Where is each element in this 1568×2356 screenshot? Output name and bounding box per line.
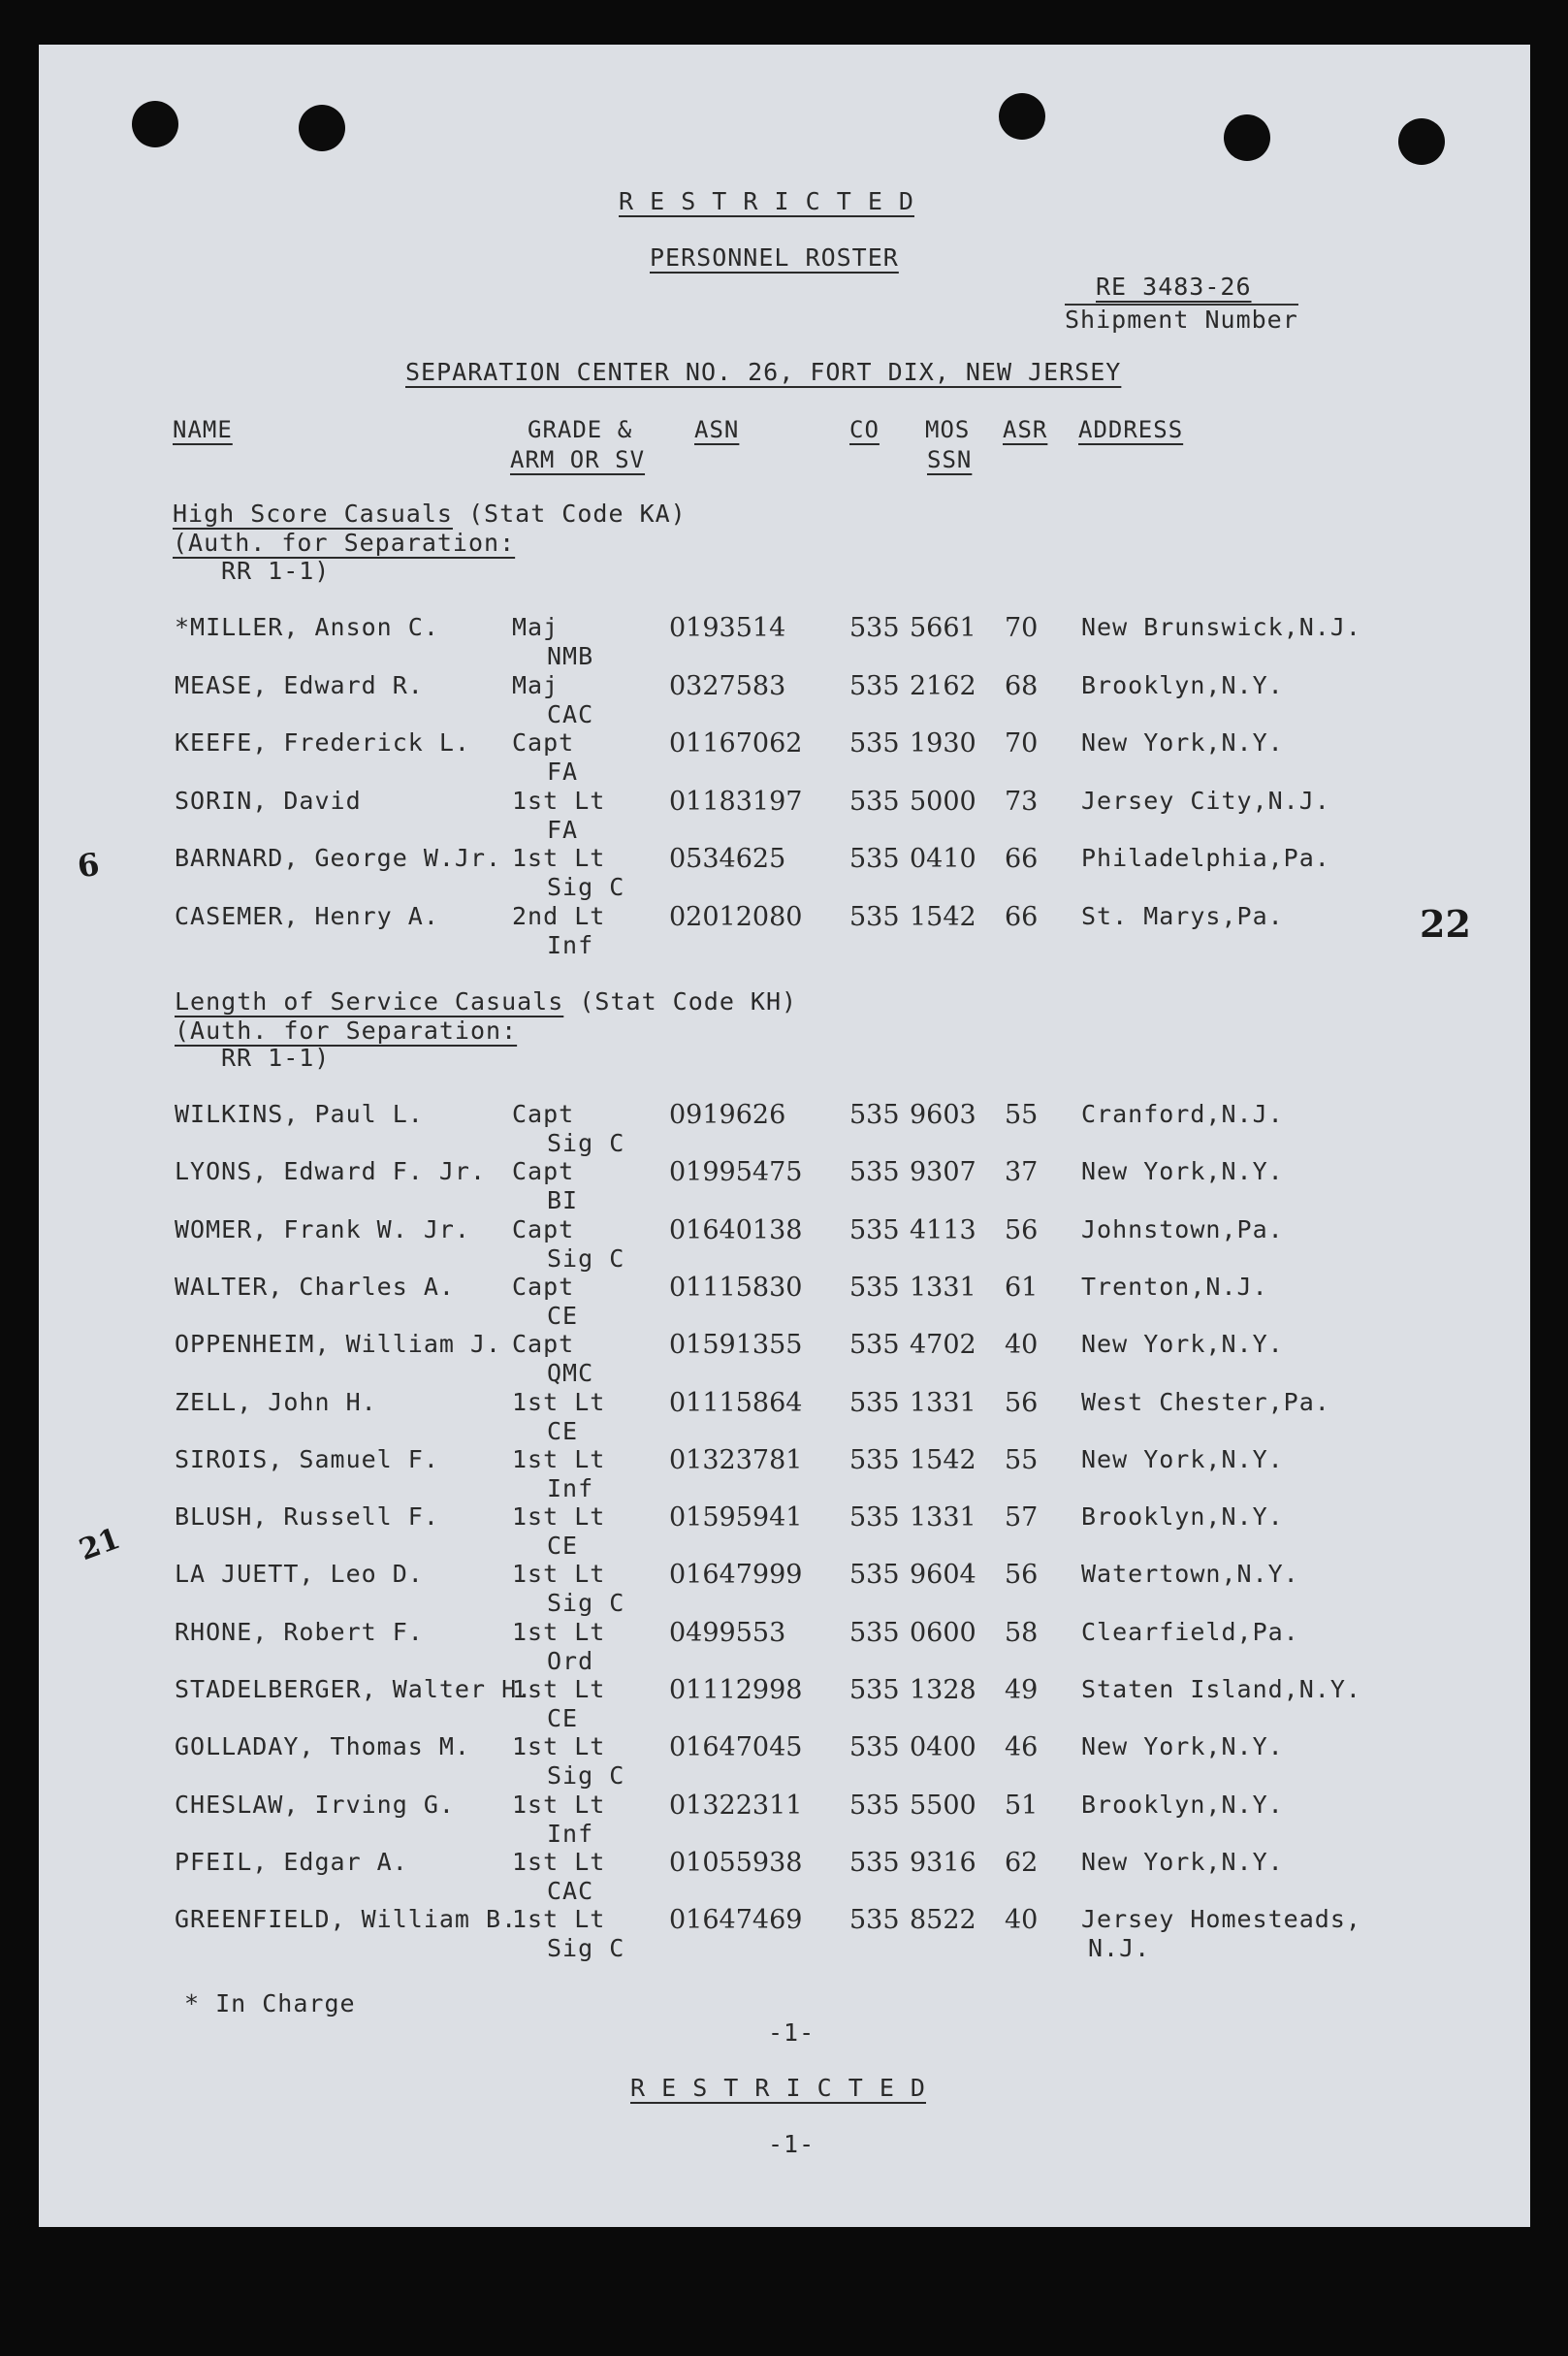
company: 535 xyxy=(849,1444,900,1475)
officer-name: SORIN, David xyxy=(175,786,362,815)
address: Trenton,N.J. xyxy=(1081,1272,1268,1301)
company: 535 xyxy=(849,613,900,643)
mos-ssn: 5500 xyxy=(910,1790,976,1821)
address: Brooklyn,N.Y. xyxy=(1081,1790,1284,1819)
asr-score: 49 xyxy=(1005,1675,1039,1705)
roster-row xyxy=(0,1792,1568,1851)
officer-name: RHONE, Robert F. xyxy=(175,1617,424,1646)
mos-ssn: 4113 xyxy=(910,1214,976,1245)
asn: 01167062 xyxy=(669,728,803,758)
company: 535 xyxy=(849,901,900,932)
asr-score: 40 xyxy=(1005,1905,1039,1936)
officer-name: PFEIL, Edgar A. xyxy=(175,1847,408,1876)
col-grade: GRADE & xyxy=(528,416,633,443)
asr-score: 66 xyxy=(1005,901,1039,932)
grade: 1st Lt xyxy=(512,844,606,872)
mos-ssn: 9316 xyxy=(910,1847,976,1878)
arm-or-service: Sig C xyxy=(547,1129,625,1157)
address: New York,N.Y. xyxy=(1081,1330,1284,1359)
asr-score: 56 xyxy=(1005,1560,1039,1591)
arm-or-service: FA xyxy=(547,815,579,844)
mos-ssn: 9603 xyxy=(910,1100,976,1130)
officer-name: SIROIS, Samuel F. xyxy=(175,1444,439,1473)
asn: 01183197 xyxy=(669,786,803,817)
arm-or-service: BI xyxy=(547,1186,579,1215)
grade: 1st Lt xyxy=(512,786,606,815)
classification-footer: R E S T R I C T E D xyxy=(630,2074,926,2102)
asn: 0919626 xyxy=(669,1100,786,1130)
arm-or-service: CAC xyxy=(547,699,594,728)
roster-row xyxy=(0,615,1568,673)
officer-name: MEASE, Edward R. xyxy=(175,670,424,699)
grade: 1st Lt xyxy=(512,1847,606,1876)
address: St. Marys,Pa. xyxy=(1081,901,1284,930)
company: 535 xyxy=(849,728,900,758)
mos-ssn: 1542 xyxy=(910,901,976,932)
officer-name: WALTER, Charles A. xyxy=(175,1272,455,1301)
roster-row xyxy=(0,1387,1568,1448)
col-name: NAME xyxy=(173,416,233,443)
asn: 01647999 xyxy=(669,1560,803,1591)
address: Clearfield,Pa. xyxy=(1081,1617,1299,1646)
page-number-top: -1- xyxy=(768,2018,816,2047)
grade: 1st Lt xyxy=(512,1387,606,1416)
address: Brooklyn,N.Y. xyxy=(1081,670,1284,699)
arm-or-service: NMB xyxy=(547,642,594,670)
asn: 0193514 xyxy=(669,613,786,643)
auth-rule: RR 1-1) xyxy=(221,1044,331,1072)
mos-ssn: 5661 xyxy=(910,613,976,643)
address: New York,N.Y. xyxy=(1081,1732,1284,1761)
asn: 01115830 xyxy=(669,1272,803,1303)
col-asn: ASN xyxy=(694,416,740,443)
officer-name: *MILLER, Anson C. xyxy=(175,613,439,641)
col-asr: ASR xyxy=(1003,416,1048,443)
asr-score: 37 xyxy=(1005,1157,1039,1188)
asr-score: 73 xyxy=(1005,786,1039,817)
grade: Maj xyxy=(512,670,560,699)
asr-score: 61 xyxy=(1005,1272,1039,1303)
roster-row xyxy=(0,1617,1568,1678)
arm-or-service: Sig C xyxy=(547,1589,625,1618)
punch-hole xyxy=(1224,114,1270,161)
asr-score: 56 xyxy=(1005,1387,1039,1418)
roster-row xyxy=(0,1677,1568,1735)
asr-score: 70 xyxy=(1005,728,1039,758)
grade: Capt xyxy=(512,1214,575,1243)
officer-name: STADELBERGER, Walter H. xyxy=(175,1675,533,1703)
roster-row xyxy=(0,670,1568,731)
officer-name: GREENFIELD, William B. xyxy=(175,1905,518,1934)
col-mos: MOS xyxy=(925,416,971,443)
roster-row xyxy=(0,1907,1568,1965)
company: 535 xyxy=(849,1157,900,1188)
asn: 01112998 xyxy=(669,1675,803,1705)
company: 535 xyxy=(849,1387,900,1418)
asn: 01115864 xyxy=(669,1387,803,1418)
roster-row xyxy=(0,1272,1568,1333)
grade: Capt xyxy=(512,1272,575,1301)
address: Philadelphia,Pa. xyxy=(1081,844,1330,872)
arm-or-service: Sig C xyxy=(547,1243,625,1273)
mos-ssn: 9307 xyxy=(910,1157,976,1188)
col-arm: ARM OR SV xyxy=(510,446,646,473)
asn: 01640138 xyxy=(669,1214,803,1245)
mos-ssn: 0410 xyxy=(910,844,976,874)
address-cont: N.J. xyxy=(1088,1934,1151,1963)
grade: Capt xyxy=(512,1100,575,1128)
company: 535 xyxy=(849,1675,900,1705)
asn: 0499553 xyxy=(669,1617,786,1648)
roster-row xyxy=(0,1734,1568,1792)
grade: 2nd Lt xyxy=(512,901,606,930)
grade: 1st Lt xyxy=(512,1502,606,1532)
arm-or-service: Sig C xyxy=(547,1761,625,1791)
address: West Chester,Pa. xyxy=(1081,1387,1330,1416)
punch-hole xyxy=(299,105,345,151)
arm-or-service: CE xyxy=(547,1532,579,1561)
roster-row xyxy=(0,1159,1568,1217)
company: 535 xyxy=(849,1330,900,1361)
address: New York,N.Y. xyxy=(1081,1444,1284,1473)
in-charge-note: * In Charge xyxy=(184,1989,356,2017)
grade: 1st Lt xyxy=(512,1560,606,1589)
stat-code: (Stat Code KH) xyxy=(579,987,798,1016)
grade: Capt xyxy=(512,1157,575,1186)
handwritten-mark: 6 xyxy=(75,845,102,886)
auth-rule: RR 1-1) xyxy=(221,557,331,585)
grade: 1st Lt xyxy=(512,1444,606,1473)
arm-or-service: CAC xyxy=(547,1876,594,1905)
address: Jersey Homesteads, xyxy=(1081,1905,1361,1934)
mos-ssn: 1542 xyxy=(910,1444,976,1475)
officer-name: BARNARD, George W.Jr. xyxy=(175,844,502,872)
company: 535 xyxy=(849,1847,900,1878)
stat-code: (Stat Code KA) xyxy=(468,500,687,528)
asn: 01322311 xyxy=(669,1790,803,1821)
company: 535 xyxy=(849,786,900,817)
punch-hole xyxy=(999,93,1045,140)
officer-name: LYONS, Edward F. Jr. xyxy=(175,1157,487,1186)
punch-hole xyxy=(1398,118,1445,165)
mos-ssn: 9604 xyxy=(910,1560,976,1591)
mos-ssn: 1331 xyxy=(910,1502,976,1533)
roster-row xyxy=(0,1444,1568,1505)
col-ssn: SSN xyxy=(927,446,973,473)
handwritten-page-number: 22 xyxy=(1420,902,1471,946)
asn: 01323781 xyxy=(669,1444,803,1475)
company: 535 xyxy=(849,1100,900,1130)
company: 535 xyxy=(849,1617,900,1648)
asr-score: 40 xyxy=(1005,1330,1039,1361)
col-co: CO xyxy=(849,416,880,443)
address: Watertown,N.Y. xyxy=(1081,1560,1299,1589)
arm-or-service: FA xyxy=(547,758,579,786)
grade: 1st Lt xyxy=(512,1905,606,1934)
address: New York,N.Y. xyxy=(1081,1847,1284,1876)
asn: 0327583 xyxy=(669,670,786,701)
mos-ssn: 4702 xyxy=(910,1330,976,1361)
officer-name: LA JUETT, Leo D. xyxy=(175,1560,424,1589)
asr-score: 46 xyxy=(1005,1732,1039,1763)
shipment-label: Shipment Number xyxy=(1065,306,1298,334)
mos-ssn: 0600 xyxy=(910,1617,976,1648)
address: New Brunswick,N.J. xyxy=(1081,613,1361,641)
asn: 01647045 xyxy=(669,1732,803,1763)
address: New York,N.Y. xyxy=(1081,1157,1284,1186)
officer-name: BLUSH, Russell F. xyxy=(175,1502,439,1532)
separation-center: SEPARATION CENTER NO. 26, FORT DIX, NEW JERSEY xyxy=(405,358,1122,386)
arm-or-service: Sig C xyxy=(547,873,625,901)
classification-header: R E S T R I C T E D xyxy=(619,187,914,215)
asr-score: 57 xyxy=(1005,1502,1039,1533)
address: Brooklyn,N.Y. xyxy=(1081,1502,1284,1532)
officer-name: WOMER, Frank W. Jr. xyxy=(175,1214,470,1243)
address: Staten Island,N.Y. xyxy=(1081,1675,1361,1703)
roster-row xyxy=(0,901,1568,962)
arm-or-service: Inf xyxy=(547,930,594,959)
roster-row xyxy=(0,1562,1568,1620)
asr-score: 55 xyxy=(1005,1444,1039,1475)
company: 535 xyxy=(849,1560,900,1591)
asn: 01591355 xyxy=(669,1330,803,1361)
handwritten-mark: 21 xyxy=(75,1521,125,1568)
officer-name: GOLLADAY, Thomas M. xyxy=(175,1732,470,1761)
shipment-code: RE 3483-26 xyxy=(1096,273,1252,301)
roster-row xyxy=(0,1214,1568,1275)
section-title: Length of Service Casuals xyxy=(175,987,564,1016)
asn: 01595941 xyxy=(669,1502,803,1533)
asr-score: 56 xyxy=(1005,1214,1039,1245)
mos-ssn: 1331 xyxy=(910,1387,976,1418)
arm-or-service: Inf xyxy=(547,1819,594,1848)
arm-or-service: CE xyxy=(547,1301,579,1330)
auth-line: (Auth. for Separation: xyxy=(173,529,516,557)
section-title: High Score Casuals xyxy=(173,500,453,528)
address: Cranford,N.J. xyxy=(1081,1100,1284,1128)
asn: 01055938 xyxy=(669,1847,803,1878)
asr-score: 55 xyxy=(1005,1100,1039,1130)
company: 535 xyxy=(849,1502,900,1533)
col-address: ADDRESS xyxy=(1078,416,1184,443)
address: New York,N.Y. xyxy=(1081,728,1284,757)
arm-or-service: CE xyxy=(547,1416,579,1445)
asr-score: 58 xyxy=(1005,1617,1039,1648)
mos-ssn: 1331 xyxy=(910,1272,976,1303)
auth-line: (Auth. for Separation: xyxy=(175,1017,518,1045)
roster-row xyxy=(0,1504,1568,1563)
roster-row xyxy=(0,1332,1568,1390)
asn: 0534625 xyxy=(669,844,786,874)
asn: 02012080 xyxy=(669,901,803,932)
asr-score: 51 xyxy=(1005,1790,1039,1821)
roster-row xyxy=(0,786,1568,847)
mos-ssn: 0400 xyxy=(910,1732,976,1763)
arm-or-service: QMC xyxy=(547,1359,594,1388)
company: 535 xyxy=(849,1732,900,1763)
officer-name: ZELL, John H. xyxy=(175,1387,377,1416)
company: 535 xyxy=(849,1790,900,1821)
asr-score: 68 xyxy=(1005,670,1039,701)
grade: 1st Lt xyxy=(512,1675,606,1703)
roster-row xyxy=(0,1847,1568,1908)
address: Johnstown,Pa. xyxy=(1081,1214,1284,1243)
mos-ssn: 8522 xyxy=(910,1905,976,1936)
roster-row xyxy=(0,846,1568,904)
mos-ssn: 1328 xyxy=(910,1675,976,1705)
page-number-bottom: -1- xyxy=(768,2130,816,2158)
company: 535 xyxy=(849,1272,900,1303)
address: Jersey City,N.J. xyxy=(1081,786,1330,815)
mos-ssn: 5000 xyxy=(910,786,976,817)
asr-score: 70 xyxy=(1005,613,1039,643)
grade: Capt xyxy=(512,1330,575,1359)
company: 535 xyxy=(849,670,900,701)
company: 535 xyxy=(849,844,900,874)
arm-or-service: Sig C xyxy=(547,1934,625,1963)
grade: 1st Lt xyxy=(512,1790,606,1819)
asn: 01995475 xyxy=(669,1157,803,1188)
officer-name: WILKINS, Paul L. xyxy=(175,1100,424,1128)
officer-name: CASEMER, Henry A. xyxy=(175,901,439,930)
asr-score: 66 xyxy=(1005,844,1039,874)
mos-ssn: 2162 xyxy=(910,670,976,701)
arm-or-service: CE xyxy=(547,1704,579,1732)
asr-score: 62 xyxy=(1005,1847,1039,1878)
document-title: PERSONNEL ROSTER xyxy=(650,243,899,272)
officer-name: OPPENHEIM, William J. xyxy=(175,1330,502,1359)
company: 535 xyxy=(849,1905,900,1936)
company: 535 xyxy=(849,1214,900,1245)
grade: 1st Lt xyxy=(512,1732,606,1761)
asn: 01647469 xyxy=(669,1905,803,1936)
grade: Maj xyxy=(512,613,560,641)
arm-or-service: Ord xyxy=(547,1646,594,1675)
officer-name: CHESLAW, Irving G. xyxy=(175,1790,455,1819)
arm-or-service: Inf xyxy=(547,1473,594,1502)
mos-ssn: 1930 xyxy=(910,728,976,758)
roster-row xyxy=(0,730,1568,789)
grade: Capt xyxy=(512,728,575,757)
officer-name: KEEFE, Frederick L. xyxy=(175,728,470,757)
grade: 1st Lt xyxy=(512,1617,606,1646)
punch-hole xyxy=(132,101,178,147)
roster-row xyxy=(0,1102,1568,1160)
